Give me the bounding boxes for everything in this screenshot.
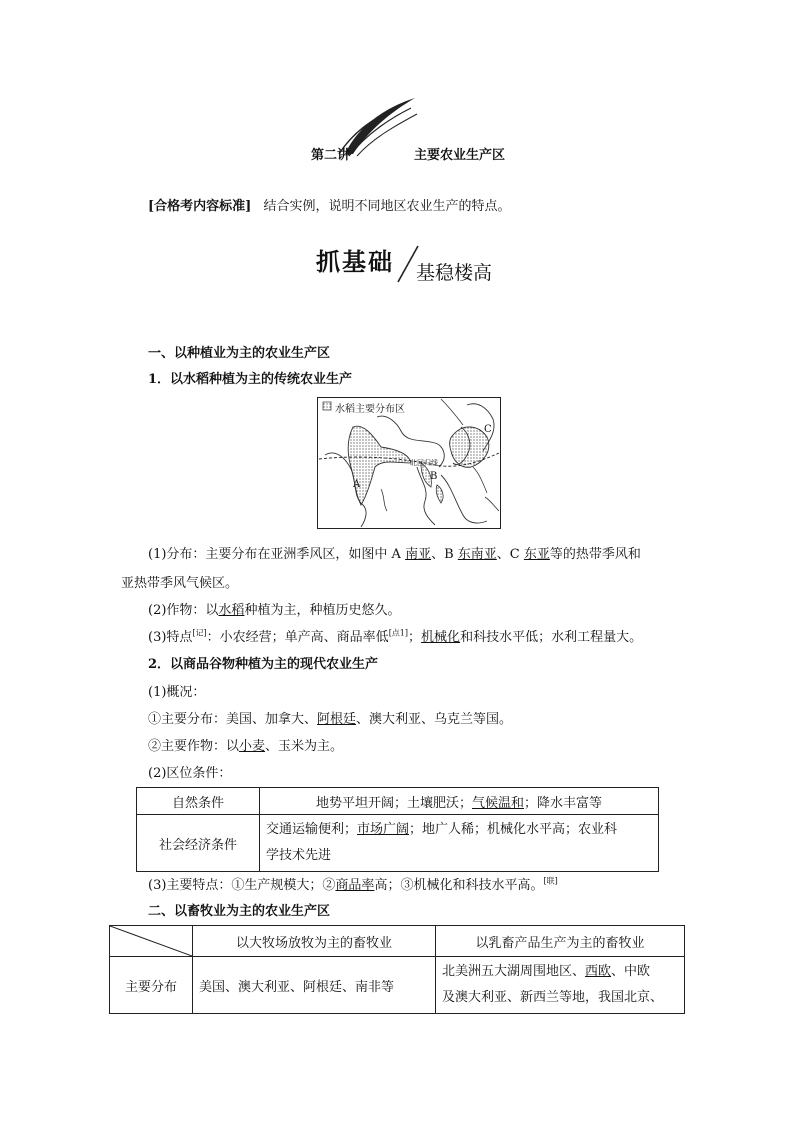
rice-map bbox=[317, 397, 501, 529]
dairy-header: 以乳畜产品生产为主的畜牧业 bbox=[436, 926, 685, 957]
diagonal-header-cell bbox=[110, 926, 193, 957]
map-legend-text: 水稻主要分布区 bbox=[335, 404, 405, 415]
diagonal-line bbox=[110, 926, 192, 956]
lecture-label: 第二讲 bbox=[311, 148, 351, 163]
livestock-table bbox=[109, 925, 685, 1014]
distribution-line1: (1)分布：主要分布在亚洲季风区，如图中 A 南亚、B 东南亚、C 东亚等的热带季风和 bbox=[148, 547, 641, 562]
map-line-label: 北回归线 bbox=[410, 459, 438, 467]
overview-label: (1)概况： bbox=[148, 685, 206, 700]
lecture-title: 主要农业生产区 bbox=[414, 148, 506, 163]
standard-tag: [合格考内容标准] bbox=[148, 199, 252, 214]
location-table bbox=[136, 787, 659, 872]
main-distribution: ①主要分布：美国、加拿大、阿根廷、澳大利亚、乌克兰等国。 bbox=[148, 712, 513, 727]
standard-text: 结合实例，说明不同地区农业生产的特点。 bbox=[263, 199, 511, 214]
socio-cell: 交通运输便利；市场广阔；地广人稀；机械化水平高；农业科 学技术先进 bbox=[260, 815, 659, 872]
map-label-b: B bbox=[430, 471, 438, 482]
dairy-distribution: 北美洲五大湖周围地区、西欧、中欧 及澳大利亚、新西兰等地，我国北京、 bbox=[436, 957, 685, 1014]
natural-label: 自然条件 bbox=[137, 788, 260, 815]
content-standard bbox=[148, 195, 510, 214]
distribution-line2: 亚热带季风气候区。 bbox=[121, 576, 239, 591]
map-label-c: C bbox=[484, 424, 492, 435]
location-label: (2)区位条件： bbox=[148, 766, 232, 781]
banner-left: 抓基础 bbox=[316, 248, 394, 276]
crops-line: (2)作物：以水稻种植为主，种植历史悠久。 bbox=[148, 603, 401, 618]
section1-sub2: 2．以商品谷物种植为主的现代农业生产 bbox=[148, 657, 379, 672]
section1-heading: 一、以种植业为主的农业生产区 bbox=[148, 346, 331, 361]
banner-right: 基稳楼高 bbox=[416, 262, 493, 284]
features-line: (3)特点[记]：小农经营；单产高、商品率低[点1]；机械化和科技水平低；水利工程量大。 bbox=[148, 628, 643, 645]
map-label-a: A bbox=[353, 479, 361, 490]
distribution-row-label: 主要分布 bbox=[110, 957, 193, 1014]
section2-heading: 二、以畜牧业为主的农业生产区 bbox=[148, 904, 331, 919]
socio-label: 社会经济条件 bbox=[137, 815, 260, 872]
section1-sub1: 1．以水稻种植为主的传统农业生产 bbox=[148, 372, 353, 387]
ranch-distribution: 美国、澳大利亚、阿根廷、南非等 bbox=[193, 957, 436, 1014]
main-crops: ②主要作物：以小麦、玉米为主。 bbox=[148, 739, 344, 754]
natural-cell: 地势平坦开阔；土壤肥沃；气候温和；降水丰富等 bbox=[260, 788, 659, 815]
main-features: (3)主要特点：①生产规模大；②商品率高；③机械化和科技水平高。[联] bbox=[148, 876, 558, 893]
ranch-header: 以大牧场放牧为主的畜牧业 bbox=[193, 926, 436, 957]
